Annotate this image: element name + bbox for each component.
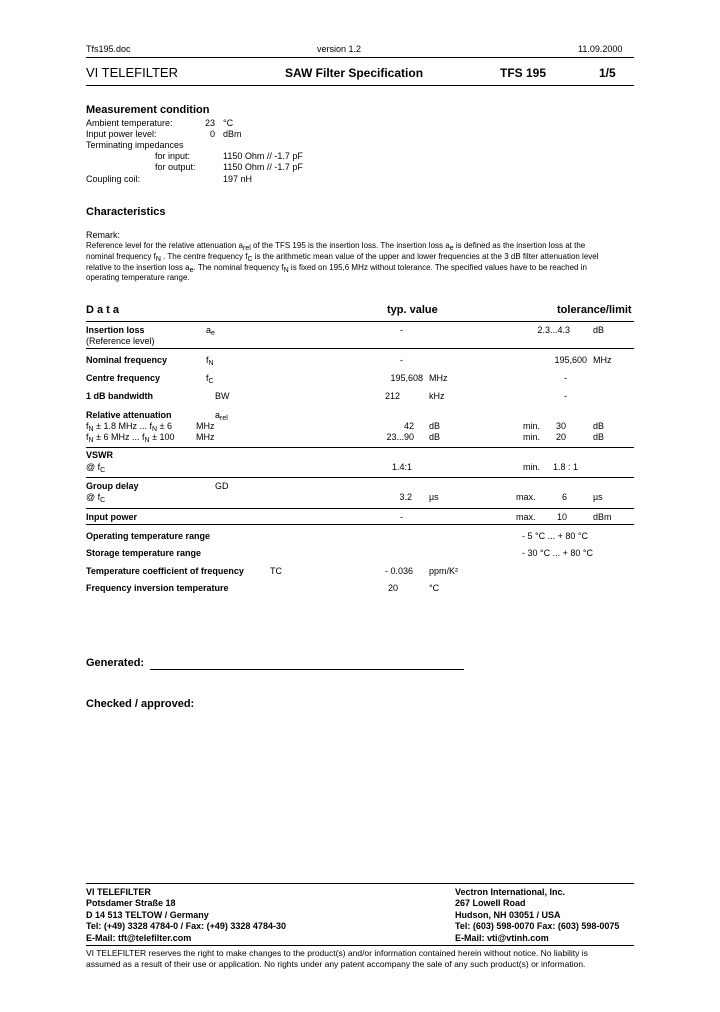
header-version: version 1.2: [317, 44, 362, 54]
header-filename: Tfs195.doc: [86, 44, 131, 54]
centre-frequency-typ: 195,608: [390, 373, 423, 383]
input-power-row-label: Input power: [86, 512, 137, 522]
group-delay-typ-unit: µs: [429, 492, 439, 502]
table-rule: [86, 348, 634, 349]
rel-att-2-tol: 20: [555, 432, 566, 442]
nominal-frequency-tol: 195,600: [554, 355, 587, 365]
footer-left-3: D 14 513 TELTOW / Germany: [86, 910, 209, 920]
fit-typ: 20: [387, 583, 398, 593]
reference-level-label: (Reference level): [86, 336, 155, 346]
rel-att-range-2-unit: MHz: [196, 432, 215, 442]
input-power-unit: dBm: [223, 129, 242, 139]
input-power-value: 0: [209, 129, 215, 139]
group-delay-max: max.: [516, 492, 536, 502]
operating-temp-label: Operating temperature range: [86, 531, 211, 541]
bandwidth-label: 1 dB bandwidth: [86, 391, 153, 401]
fit-label: Frequency inversion temperature: [86, 583, 229, 593]
header-doc-title: SAW Filter Specification: [285, 66, 424, 80]
vswr-tol: 1.8 : 1: [553, 462, 579, 472]
input-power-tol: 10: [556, 512, 567, 522]
footer-disclaimer-2: assumed as a result of their use or application. No rights under any patent accompany the sale of any such product(s) or information.: [86, 959, 586, 969]
centre-frequency-symbol: $f_C$: [206, 373, 214, 385]
generated-signature-line: [150, 669, 464, 670]
rel-att-1-typ: 42: [403, 421, 414, 431]
relative-attenuation-label: Relative attenuation: [86, 410, 172, 420]
vswr-at-fc: @ $f_C$: [86, 462, 106, 474]
header-rule: [86, 57, 634, 58]
col-tol: tolerance/limit: [557, 304, 632, 316]
footer-left-2: Potsdamer Straße 18: [86, 898, 176, 908]
rel-att-2-typ: 23...90: [386, 432, 414, 442]
checked-label: Checked / approved:: [86, 698, 195, 710]
rel-att-1-tol: 30: [555, 421, 566, 431]
fit-unit: °C: [429, 583, 440, 593]
table-rule: [86, 321, 634, 322]
footer-left-1: VI TELEFILTER: [86, 887, 151, 897]
input-power-typ: -: [400, 512, 403, 522]
footer-right-3: Hudson, NH 03051 / USA: [455, 910, 561, 920]
header-date: 11.09.2000: [578, 44, 623, 54]
for-output-label: for output:: [155, 162, 196, 172]
characteristics-title: Characteristics: [86, 206, 166, 218]
bandwidth-typ-unit: kHz: [429, 391, 445, 401]
ambient-unit: °C: [223, 118, 234, 128]
nominal-frequency-label: Nominal frequency: [86, 355, 168, 365]
rel-att-1-tol-unit: dB: [593, 421, 605, 431]
remark-line-1: Reference level for the relative attenuation $a_{rel}$ of the TFS 195 is the insertion loss. The insertion loss $a_e$ is defined as the insertion loss at the: [86, 241, 586, 252]
footer-left-5: E-Mail: tft@telefilter.com: [86, 933, 192, 943]
ambient-value: 23: [204, 118, 215, 128]
footer-rule: [86, 883, 634, 884]
rel-att-range-1-unit: MHz: [196, 421, 215, 431]
insertion-loss-label: Insertion loss: [86, 325, 145, 335]
input-power-max: max.: [516, 512, 536, 522]
table-rule: [86, 508, 634, 509]
bandwidth-tol: -: [564, 391, 567, 401]
tc-unit: ppm/K²: [429, 566, 459, 576]
vswr-label: VSWR: [86, 450, 113, 460]
tc-typ: - 0.036: [385, 566, 414, 576]
group-delay-typ: 3.2: [399, 492, 412, 502]
col-data: D a t a: [86, 304, 120, 316]
for-input-value: 1150 Ohm // -1.7 pF: [223, 151, 303, 161]
centre-frequency-label: Centre frequency: [86, 373, 161, 383]
header-page: 1/5: [599, 66, 616, 80]
input-power-label: Input power level:: [86, 129, 157, 139]
operating-temp-tol: - 5 °C ... + 80 °C: [522, 531, 588, 541]
table-rule: [86, 524, 634, 525]
group-delay-tol-unit: µs: [593, 492, 603, 502]
storage-temp-label: Storage temperature range: [86, 548, 202, 558]
rel-att-range-1: $f_N \pm 1.8$ MHz ... $f_N \pm 6$: [86, 421, 173, 433]
table-rule: [86, 447, 634, 448]
nominal-frequency-typ: -: [400, 355, 403, 365]
footer-rule-2: [86, 945, 634, 946]
rel-att-2-typ-unit: dB: [429, 432, 441, 442]
remark-line-4: operating temperature range.: [86, 273, 190, 282]
table-rule: [86, 477, 634, 478]
footer-disclaimer-1: VI TELEFILTER reserves the right to make changes to the product(s) and/or information contained herein without notice. No liability is: [86, 948, 588, 958]
remark-line-2: nominal frequency $f_N$ . The centre frequency $f_C$ is the arithmetic mean value of the upper and lower frequencies at the 3 dB filter attenuation level: [86, 252, 599, 263]
rel-att-range-2: $f_N \pm 6$ MHz ... $f_N \pm 100$: [86, 432, 175, 444]
group-delay-at-fc: @ $f_C$: [86, 492, 106, 504]
input-power-unit-cell: dBm: [593, 512, 612, 522]
header-company: VI TELEFILTER: [86, 65, 178, 80]
for-input-label: for input:: [155, 151, 191, 161]
centre-frequency-typ-unit: MHz: [429, 373, 448, 383]
rel-att-1-typ-unit: dB: [429, 421, 441, 431]
centre-frequency-tol: -: [564, 373, 567, 383]
coupling-label: Coupling coil:: [86, 174, 141, 184]
vswr-min: min.: [523, 462, 541, 472]
measurement-title: Measurement condition: [86, 104, 210, 116]
footer-right-4: Tel: (603) 598-0070 Fax: (603) 598-0075: [455, 921, 620, 931]
col-typ: typ. value: [387, 304, 438, 316]
group-delay-label: Group delay: [86, 481, 139, 491]
insertion-loss-unit: dB: [593, 325, 605, 335]
generated-label: Generated:: [86, 657, 145, 669]
group-delay-tol: 6: [561, 492, 567, 502]
header-product: TFS 195: [500, 66, 547, 80]
rel-att-2-tol-unit: dB: [593, 432, 605, 442]
relative-attenuation-symbol: $a_{rel}$: [215, 410, 228, 422]
vswr-typ: 1.4:1: [391, 462, 412, 472]
footer-right-5: E-Mail: vti@vtinh.com: [455, 933, 549, 943]
insertion-loss-typ: -: [400, 325, 403, 335]
nominal-frequency-unit: MHz: [593, 355, 612, 365]
footer-right-2: 267 Lowell Road: [455, 898, 526, 908]
nominal-frequency-symbol: $f_N$: [206, 355, 214, 367]
footer-right-1: Vectron International, Inc.: [455, 887, 566, 897]
tc-label: Temperature coefficient of frequency: [86, 566, 244, 576]
remark-label: Remark:: [86, 230, 121, 240]
ambient-label: Ambient temperature:: [86, 118, 173, 128]
for-output-value: 1150 Ohm // -1.7 pF: [223, 162, 303, 172]
remark-line-3: relative to the insertion loss $a_e$. The nominal frequency $f_N$ is fixed on 195,6 MHz without tolerance. The specified values have to be reached in: [86, 263, 587, 274]
footer-left-4: Tel: (+49) 3328 4784-0 / Fax: (+49) 3328 4784-30: [86, 921, 286, 931]
bandwidth-symbol: BW: [215, 391, 230, 401]
coupling-value: 197 nH: [223, 174, 253, 184]
group-delay-symbol: GD: [215, 481, 229, 491]
rel-att-1-min: min.: [523, 421, 541, 431]
header-rule-2: [86, 85, 634, 86]
storage-temp-tol: - 30 °C ... + 80 °C: [522, 548, 593, 558]
terminating-label: Terminating impedances: [86, 140, 184, 150]
bandwidth-typ: 212: [384, 391, 400, 401]
tc-symbol: TC: [270, 566, 282, 576]
rel-att-2-min: min.: [523, 432, 541, 442]
insertion-loss-symbol: $a_e$: [206, 325, 215, 337]
insertion-loss-tol: 2.3...4.3: [537, 325, 570, 335]
